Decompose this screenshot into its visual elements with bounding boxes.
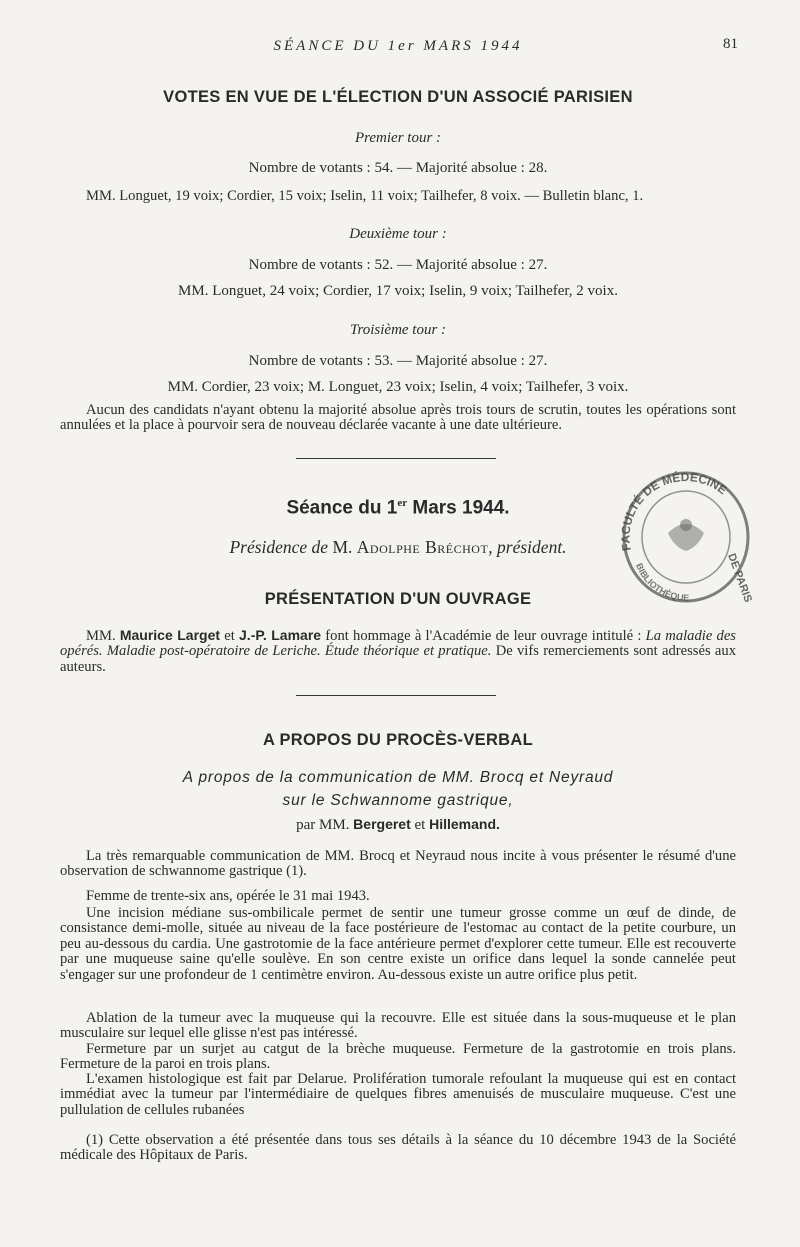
body-paragraph-6: L'examen histologique est fait par Delarue. Prolifération tumorale refoulant la muqueuse qui est en contact immédiat avec la tumeur par l'intermédiaire de quelques fibres amenuisés de musculaire muqueuse. C'est une pullulation de cellules rubanées xyxy=(60,1071,736,1118)
ouvrage-title: PRÉSENTATION D'UN OUVRAGE xyxy=(264,590,532,608)
footnote: (1) Cette observation a été présentée dans tous ses détails à la séance du 10 décembre 1943 de la Société médicale des Hôpitaux de Paris. xyxy=(60,1132,736,1164)
proces-verbal-title: A PROPOS DU PROCÈS-VERBAL xyxy=(262,731,533,749)
library-stamp-icon xyxy=(606,455,756,615)
president-name: Adolphe Bréchot xyxy=(356,537,489,557)
stamp-text-side: DE PARIS xyxy=(725,551,754,605)
round-3-label: Troisième tour : xyxy=(349,322,447,338)
round-2-results: MM. Longuet, 24 voix; Cordier, 17 voix; Iselin, 9 voix; Tailhefer, 2 voix. xyxy=(178,283,618,299)
section-divider xyxy=(296,458,496,459)
presidence-line: Présidence de M. Adolphe Bréchot, président. xyxy=(229,537,567,557)
body-paragraph-2: Femme de trente-six ans, opérée le 31 mai 1943. xyxy=(86,888,370,904)
round-3-results: MM. Cordier, 23 voix; M. Longuet, 23 voix; Iselin, 4 voix; Tailhefer, 3 voix. xyxy=(167,379,629,395)
body-paragraph-3: Une incision médiane sus-ombilicale permet de sentir une tumeur grosse comme un œuf de dinde, de consistance demi-molle, située au niveau de la face postérieure de l'estomac au contact de la petite courbure, un peu au-dessous du cardia. Une gastrotomie de la face antérieure permet d'explorer cette tumeur. Elle est recouverte par une muqueuse saine qu'elle soulève. En son centre existe un orifice dans lequel la sonde cannelée peut s'engager sur une profondeur de 1 centimètre environ. Au-dessous existe un autre orifice plus petit. xyxy=(60,905,736,983)
round-1-count: Nombre de votants : 54. — Majorité absolue : 28. xyxy=(248,160,548,176)
stamp-text-bottom: BIBLIOTHÈQUE xyxy=(634,561,690,603)
body-paragraph-4: Ablation de la tumeur avec la muqueuse qui la recouvre. Elle est située dans la sous-muqueuse et le plan musculaire sur lequel elle glisse n'est pas intéressé. xyxy=(60,1010,736,1042)
page-number: 81 xyxy=(723,36,738,52)
subtitle-line-2: sur le Schwannome gastrique, xyxy=(282,792,514,809)
round-1-label: Premier tour : xyxy=(354,130,442,146)
ouvrage-paragraph: MM. Maurice Larget et J.-P. Lamare font hommage à l'Académie de leur ouvrage intitulé : La maladie des opérés. Maladie post-opératoire de Leriche. Étude théorique et pratique. De vifs remerciements sont adressés aux auteurs. xyxy=(60,627,736,675)
subtitle-line-1: A propos de la communication de MM. Brocq et Neyraud xyxy=(182,769,614,786)
body-paragraph-1: La très remarquable communication de MM. Brocq et Neyraud nous incite à vous présenter le résumé d'une observation de schwannome gastrique (1). xyxy=(60,848,736,880)
votes-conclusion: Aucun des candidats n'ayant obtenu la majorité absolue après trois tours de scrutin, toutes les opérations sont annulées et la place à pourvoir sera de nouveau déclarée vacante à une date ultérieure. xyxy=(60,402,736,434)
authors-line: par MM. Bergeret et Hillemand. xyxy=(296,816,500,833)
document-page xyxy=(60,0,736,1247)
round-2-label: Deuxième tour : xyxy=(349,226,447,242)
round-3-count: Nombre de votants : 53. — Majorité absolue : 27. xyxy=(248,353,548,369)
body-paragraph-5: Fermeture par un surjet au catgut de la brèche muqueuse. Fermeture de la gastrotomie en trois plans. Fermeture de la paroi en trois plans. xyxy=(60,1041,736,1073)
stamp-text-top: FACULTÉ DE MÉDECINE xyxy=(618,470,730,552)
section-divider xyxy=(296,695,496,696)
seance-title: Séance du 1er Mars 1944. xyxy=(286,497,510,519)
running-title: SÉANCE DU 1er MARS 1944 xyxy=(273,38,523,54)
round-1-results: MM. Longuet, 19 voix; Cordier, 15 voix; Iselin, 11 voix; Tailhefer, 8 voix. — Bulletin blanc, 1. xyxy=(86,188,644,204)
votes-title: VOTES EN VUE DE L'ÉLECTION D'UN ASSOCIÉ PARISIEN xyxy=(163,88,633,106)
round-2-count: Nombre de votants : 52. — Majorité absolue : 27. xyxy=(248,257,548,273)
